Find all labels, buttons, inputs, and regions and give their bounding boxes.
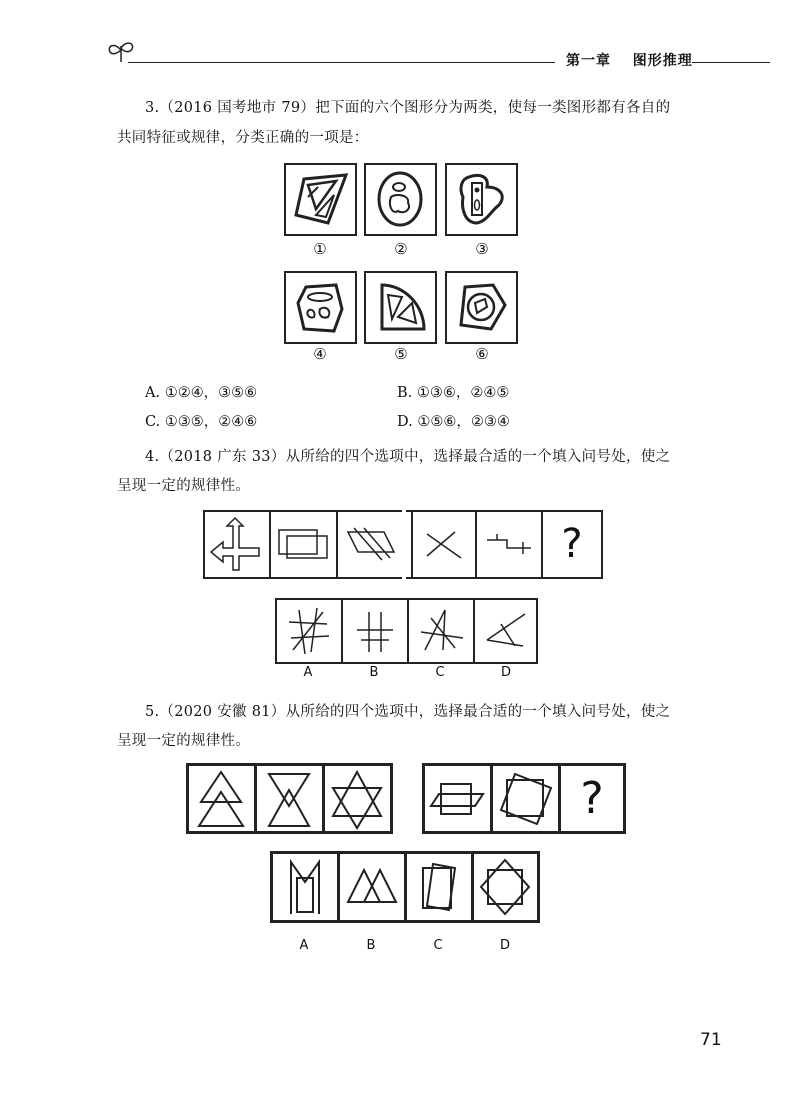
header-rule-left xyxy=(128,62,555,63)
q4-cell-4 xyxy=(411,512,477,577)
q5-cell-4 xyxy=(425,766,493,831)
question-4-choices xyxy=(275,598,538,664)
q5-cell-2 xyxy=(257,766,325,831)
q4-letter-c: C xyxy=(435,665,445,680)
q5-choice-a[interactable] xyxy=(273,854,340,920)
question-5-line2: 呈现一定的规律性。 xyxy=(117,733,251,749)
figure-3-label: ③ xyxy=(475,240,489,258)
chapter-title xyxy=(566,50,693,70)
question-3-line1: 3.（2016 国考地市 79）把下面的六个图形分为两类，使每一类图形都有各自的 xyxy=(145,100,671,116)
q4-group-gap xyxy=(402,510,406,579)
question-5-choices xyxy=(270,851,540,923)
q4-cell-2 xyxy=(271,512,338,577)
question-5-sequence-right xyxy=(422,763,626,834)
page-number: 71 xyxy=(700,1030,722,1050)
question-5-sequence-left xyxy=(186,763,393,834)
figure-2 xyxy=(364,163,437,236)
chapter-label: 第一章 xyxy=(566,53,611,69)
figure-1 xyxy=(284,163,357,236)
q4-question-cell xyxy=(543,512,601,577)
q5-letter-d: D xyxy=(499,938,510,953)
figure-6-label: ⑥ xyxy=(475,345,489,363)
q4-choice-b[interactable] xyxy=(343,600,409,662)
question-mark: ? xyxy=(561,521,583,567)
q4-cell-3 xyxy=(338,512,405,577)
sprout-icon xyxy=(104,38,138,64)
q4-choice-d[interactable] xyxy=(475,600,537,662)
option-a[interactable]: A. ①②④，③⑤⑥ xyxy=(145,385,258,401)
question-5-line1: 5.（2020 安徽 81）从所给的四个选项中，选择最合适的一个填入问号处，使之 xyxy=(145,704,671,720)
q5-choice-d[interactable] xyxy=(474,854,538,920)
q5-cell-1 xyxy=(189,766,257,831)
section-label: 图形推理 xyxy=(632,53,693,69)
q4-letter-d: D xyxy=(500,665,511,680)
q5-letter-c: C xyxy=(433,938,443,953)
figure-6 xyxy=(445,271,518,344)
q5-letter-b: B xyxy=(366,938,376,953)
figure-4 xyxy=(284,271,357,344)
question-3-line2: 共同特征或规律，分类正确的一项是： xyxy=(117,130,369,146)
q4-letter-a: A xyxy=(303,665,313,680)
q4-cell-5 xyxy=(477,512,543,577)
q4-choice-c[interactable] xyxy=(409,600,475,662)
q5-choice-b[interactable] xyxy=(340,854,407,920)
question-4-line1: 4.（2018 广东 33）从所给的四个选项中，选择最合适的一个填入问号处，使之 xyxy=(145,449,671,465)
q5-choice-c[interactable] xyxy=(407,854,474,920)
figure-5-label: ⑤ xyxy=(394,345,408,363)
question-4-line2: 呈现一定的规律性。 xyxy=(117,478,251,494)
q5-letter-a: A xyxy=(299,938,309,953)
q5-question-cell xyxy=(561,766,623,831)
figure-2-label: ② xyxy=(394,240,408,258)
option-c[interactable]: C. ①③⑤，②④⑥ xyxy=(145,414,258,430)
option-d[interactable]: D. ①⑤⑥，②③④ xyxy=(397,414,510,430)
q5-cell-3 xyxy=(325,766,390,831)
option-b[interactable]: B. ①③⑥，②④⑤ xyxy=(397,385,510,401)
q4-letter-b: B xyxy=(369,665,379,680)
q4-choice-a[interactable] xyxy=(277,600,343,662)
header-rule-right xyxy=(692,62,770,63)
figure-5 xyxy=(364,271,437,344)
figure-4-label: ④ xyxy=(313,345,327,363)
q4-cell-1 xyxy=(205,512,271,577)
figure-1-label: ① xyxy=(313,240,327,258)
q5-cell-5 xyxy=(493,766,561,831)
question-mark: ? xyxy=(580,773,604,824)
figure-3 xyxy=(445,163,518,236)
